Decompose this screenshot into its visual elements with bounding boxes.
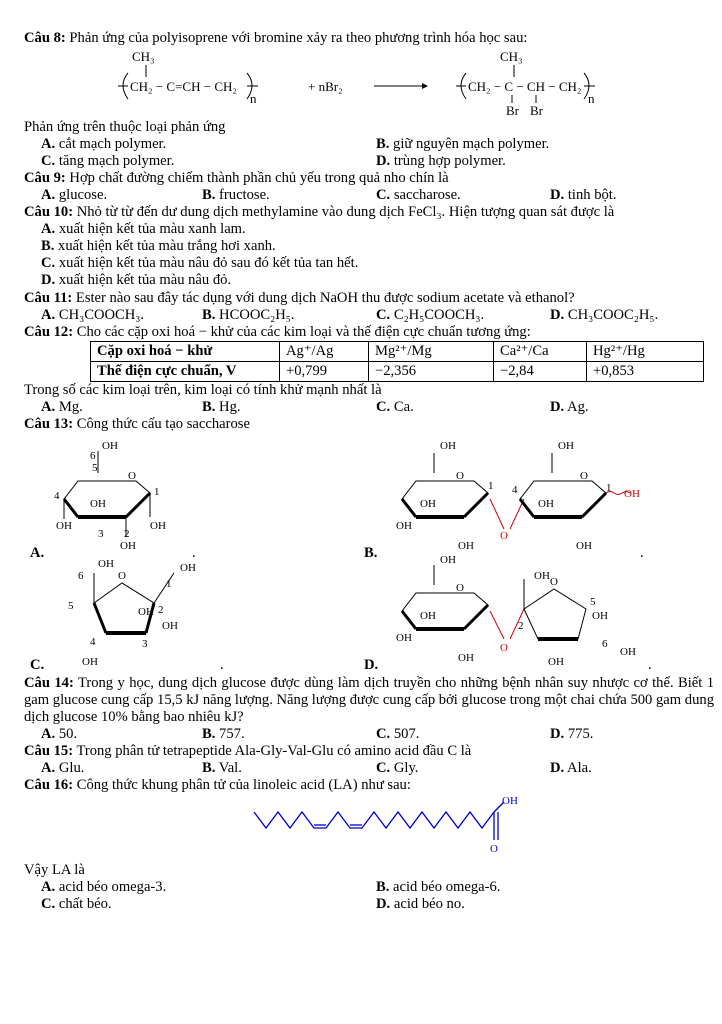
- option-d[interactable]: 775.: [567, 726, 594, 743]
- option-d[interactable]: tinh bột.: [567, 187, 617, 204]
- svg-text:OH: OH: [420, 609, 436, 622]
- svg-text:OH: OH: [534, 569, 550, 582]
- option-a-structure: [54, 440, 166, 552]
- svg-text:OH: OH: [502, 795, 518, 808]
- svg-text:OH: OH: [624, 487, 640, 500]
- question-16-prompt: Vậy LA là: [24, 862, 85, 879]
- option-b-structure: [396, 440, 640, 552]
- svg-text:CH₂ − C − CH − CH₂: CH₂ − C − CH − CH₂: [468, 79, 582, 95]
- question-10-option-d[interactable]: D. xuất hiện kết tủa màu nâu đỏ.: [41, 272, 232, 289]
- question-10: Câu 10: Nhỏ từ từ đến dư dung dịch methylamine vào dung dịch FeCl₃. Hiện tượng quan sát được là: [24, 204, 615, 221]
- svg-text:O: O: [550, 575, 558, 588]
- option-a[interactable]: cắt mạch polymer.: [58, 136, 167, 153]
- svg-text:OH: OH: [90, 497, 106, 510]
- option-a[interactable]: Mg.: [58, 398, 83, 415]
- question-16: Câu 16: Công thức khung phân tử của linoleic acid (LA) như sau:: [24, 777, 411, 794]
- svg-text:OH: OH: [440, 439, 456, 452]
- question-text: Phản ứng của polyisoprene với bromine xảy ra theo phương trình hóa học sau:: [69, 30, 528, 46]
- question-12: Câu 12: Cho các cặp oxi hoá − khử của các kim loại và thế điện cực chuẩn tương ứng:: [24, 323, 531, 340]
- option-d[interactable]: Ag.: [567, 398, 589, 415]
- svg-text:C.: C.: [30, 656, 45, 673]
- option-b[interactable]: Val.: [218, 760, 242, 777]
- option-c[interactable]: Ca.: [393, 398, 414, 415]
- option-a[interactable]: glucose.: [58, 187, 108, 204]
- table-row: Cặp oxi hoá − khử Ag⁺/Ag Mg²⁺/Mg Ca²⁺/Ca Hg²⁺/Hg: [91, 341, 704, 361]
- svg-text:5: 5: [68, 599, 74, 612]
- svg-text:Br: Br: [530, 103, 543, 119]
- option-d[interactable]: acid béo no.: [393, 896, 465, 913]
- svg-text:.: .: [648, 656, 652, 673]
- question-9: Câu 9: Hợp chất đường chiếm thành phần chủ yếu trong quả nho chín là: [24, 170, 449, 187]
- option-a[interactable]: acid béo omega-3.: [58, 879, 167, 896]
- saccharose-structure-options: [24, 433, 714, 675]
- option-c[interactable]: 507.: [393, 726, 420, 743]
- svg-text:6: 6: [90, 449, 96, 462]
- question-9-options: A. glucose. B. fructose. C. saccharose. D. tinh bột.: [41, 187, 617, 204]
- svg-text:A.: A.: [30, 544, 45, 561]
- svg-text:OH: OH: [120, 539, 136, 552]
- svg-text:4: 4: [512, 483, 518, 496]
- svg-text:1: 1: [488, 479, 494, 492]
- svg-text:O: O: [490, 843, 498, 856]
- option-c[interactable]: chất béo.: [58, 896, 112, 913]
- question-14-options: A. 50. B. 757. C. 507. D. 775.: [41, 726, 594, 743]
- subscript-n: n: [250, 91, 257, 107]
- svg-text:OH: OH: [102, 439, 118, 452]
- linoleic-acid-skeletal-formula: [24, 794, 714, 862]
- option-d[interactable]: CH₃COOC₂H₅.: [567, 306, 659, 323]
- question-16-options-row2: C. chất béo. D. acid béo no.: [41, 896, 465, 913]
- question-14: Câu 14: Trong y học, dung dịch glucose được dùng làm dịch truyền cho những bệnh nhân suy nhược cơ thể. Biết 1 gam glucose cung cấp 15,5 kJ năng lượng. Năng lượng được cung cấp bởi glucose trong một chai chứa 500 gam dung dịch glucose 10% bằng bao nhiêu kJ?: [24, 674, 714, 725]
- svg-text:3: 3: [98, 527, 104, 540]
- svg-text:OH: OH: [82, 655, 98, 668]
- svg-text:OH: OH: [180, 561, 196, 574]
- svg-text:D.: D.: [364, 656, 379, 673]
- svg-text:2: 2: [518, 619, 524, 632]
- svg-text:OH: OH: [538, 497, 554, 510]
- exam-page: [24, 30, 714, 913]
- svg-text:1: 1: [606, 481, 612, 494]
- svg-text:3: 3: [142, 637, 148, 650]
- svg-text:2: 2: [158, 603, 164, 616]
- svg-text:OH: OH: [420, 497, 436, 510]
- option-b[interactable]: giữ nguyên mạch polymer.: [393, 136, 550, 153]
- svg-text:OH: OH: [138, 605, 154, 618]
- svg-text:n: n: [588, 91, 595, 107]
- svg-text:OH: OH: [548, 655, 564, 668]
- question-10-option-b[interactable]: B. xuất hiện kết tủa màu trắng hơi xanh.: [41, 238, 276, 255]
- option-b[interactable]: 757.: [219, 726, 245, 743]
- svg-text:OH: OH: [150, 519, 166, 532]
- svg-text:OH: OH: [162, 619, 178, 632]
- svg-text:O: O: [500, 641, 508, 654]
- svg-text:OH: OH: [56, 519, 72, 532]
- svg-text:2: 2: [124, 527, 130, 540]
- option-d[interactable]: Ala.: [567, 760, 592, 777]
- svg-text:.: .: [192, 544, 196, 561]
- svg-text:OH: OH: [458, 539, 474, 552]
- svg-text:OH: OH: [458, 651, 474, 664]
- question-10-option-c[interactable]: C. xuất hiện kết tủa màu nâu đỏ sau đó kết tủa tan hết.: [41, 255, 359, 272]
- question-8-options-row1: A. cắt mạch polymer. B. giữ nguyên mạch polymer.: [41, 136, 550, 153]
- option-b[interactable]: Hg.: [219, 398, 241, 415]
- svg-text:CH₃: CH₃: [500, 49, 523, 65]
- svg-text:OH: OH: [396, 519, 412, 532]
- svg-text:OH: OH: [576, 539, 592, 552]
- svg-text:B.: B.: [364, 544, 378, 561]
- electrode-potential-table: [90, 341, 704, 382]
- svg-text:5: 5: [92, 461, 98, 474]
- option-d-structure: [396, 554, 636, 668]
- option-a[interactable]: CH₃COOCH₃.: [58, 306, 145, 323]
- question-12-prompt: Trong số các kim loại trên, kim loại có tính khử mạnh nhất là: [24, 381, 382, 398]
- option-b[interactable]: acid béo omega-6.: [393, 879, 501, 896]
- svg-text:OH: OH: [98, 557, 114, 570]
- svg-text:O: O: [456, 469, 464, 482]
- polyisoprene-bromination-equation: [24, 47, 714, 119]
- question-8-prompt: Phản ứng trên thuộc loại phản ứng: [24, 119, 226, 136]
- question-11-options: A. CH₃COOCH₃. B. HCOOC₂H₅. C. C₂H₅COOCH₃. D. CH₃COOC₂H₅.: [41, 306, 659, 323]
- question-16-options-row1: A. acid béo omega-3. B. acid béo omega-6.: [41, 879, 501, 896]
- question-15: Câu 15: Trong phân tử tetrapeptide Ala-Gly-Val-Glu có amino acid đầu C là: [24, 743, 472, 760]
- svg-text:OH: OH: [558, 439, 574, 452]
- svg-text:OH: OH: [440, 553, 456, 566]
- option-a[interactable]: 50.: [58, 726, 78, 743]
- table-row: Thế điện cực chuẩn, V +0,799 −2,356 −2,84 +0,853: [91, 361, 704, 381]
- question-12-options: A. Mg. B. Hg. C. Ca. D. Ag.: [41, 398, 589, 415]
- svg-text:O: O: [456, 581, 464, 594]
- option-c[interactable]: Gly.: [393, 760, 419, 777]
- question-label: Câu 8:: [24, 30, 66, 46]
- svg-text:OH: OH: [592, 609, 608, 622]
- svg-text:CH₃: CH₃: [132, 49, 155, 65]
- svg-text:Br: Br: [506, 103, 519, 119]
- svg-text:6: 6: [602, 637, 608, 650]
- option-b[interactable]: fructose.: [219, 187, 270, 204]
- option-c-structure: [68, 558, 196, 668]
- svg-text:1: 1: [166, 577, 172, 590]
- question-10-option-a[interactable]: A. xuất hiện kết tủa màu xanh lam.: [41, 221, 246, 238]
- svg-text:.: .: [220, 656, 224, 673]
- question-13: Câu 13: Công thức cấu tạo saccharose: [24, 415, 250, 432]
- question-11: Câu 11: Ester nào sau đây tác dụng với dung dịch NaOH thu được sodium acetate và ethanol?: [24, 289, 575, 306]
- svg-text:CH₂ − C=CH − CH₂: CH₂ − C=CH − CH₂: [130, 79, 237, 95]
- svg-text:5: 5: [590, 595, 596, 608]
- svg-text:OH: OH: [396, 631, 412, 644]
- svg-text:O: O: [500, 529, 508, 542]
- svg-text:O: O: [580, 469, 588, 482]
- svg-text:4: 4: [54, 489, 60, 502]
- svg-text:O: O: [128, 469, 136, 482]
- option-a[interactable]: Glu.: [58, 760, 85, 777]
- svg-text:.: .: [640, 544, 644, 561]
- svg-text:6: 6: [78, 569, 84, 582]
- svg-text:4: 4: [90, 635, 96, 648]
- option-c[interactable]: tăng mạch polymer.: [58, 153, 175, 170]
- option-d[interactable]: trùng hợp polymer.: [393, 153, 506, 170]
- svg-text:OH: OH: [620, 645, 636, 658]
- option-b[interactable]: HCOOC₂H₅.: [219, 306, 295, 323]
- question-8-options-row2: C. tăng mạch polymer. D. trùng hợp polymer.: [41, 153, 506, 170]
- svg-text:O: O: [118, 569, 126, 582]
- option-c[interactable]: saccharose.: [393, 187, 461, 204]
- reagent: + nBr₂: [308, 79, 343, 95]
- question-8: [24, 30, 714, 47]
- question-15-options: A. Glu. B. Val. C. Gly. D. Ala.: [41, 760, 592, 777]
- svg-text:1: 1: [154, 485, 160, 498]
- option-c[interactable]: C₂H₅COOCH₃.: [393, 306, 485, 323]
